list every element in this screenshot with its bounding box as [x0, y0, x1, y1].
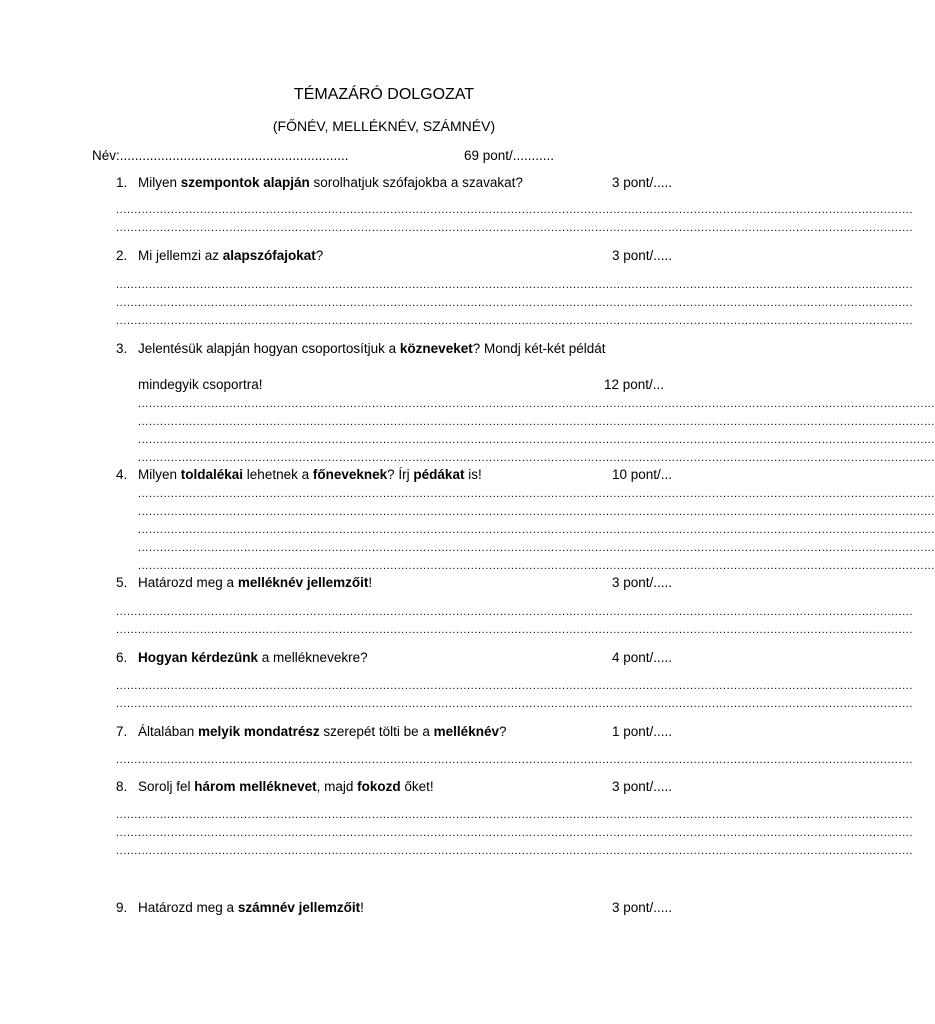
- answer-line: ..........................................................................................................................................................................................................................: [138, 506, 935, 518]
- answer-line: ..........................................................................................................................................................................................................................: [116, 809, 914, 821]
- answer-line: ..........................................................................................................................................................................................................................: [116, 698, 914, 710]
- question-number: 6.: [116, 650, 128, 665]
- document-title: TÉMAZÁRÓ DOLGOZAT: [293, 86, 475, 103]
- answer-line: ..........................................................................................................................................................................................................................: [116, 315, 914, 327]
- question-text: Határozd meg a számnév jellemzőit!: [138, 900, 364, 915]
- question-number: 3.: [116, 341, 128, 356]
- answer-line: ..........................................................................................................................................................................................................................: [138, 398, 935, 410]
- question-text: Milyen szempontok alapján sorolhatjuk szófajokba a szavakat?: [138, 175, 523, 190]
- question-number: 8.: [116, 779, 128, 794]
- question-3-text: Jelentésük alapján hogyan csoportosítjuk a közneveket? Mondj két-két példát: [138, 341, 606, 356]
- question-text: Hogyan kérdezünk a melléknevekre?: [138, 650, 368, 665]
- question-number: 2.: [116, 248, 128, 263]
- total-points: 69 pont/...........: [464, 148, 555, 163]
- question-number: 1.: [116, 175, 128, 190]
- document-subtitle: (FŐNÉV, MELLÉKNÉV, SZÁMNÉV): [272, 118, 496, 134]
- question-points: 10 pont/...: [611, 467, 672, 482]
- question-points: 12 pont/...: [604, 377, 665, 392]
- answer-line: ..........................................................................................................................................................................................................................: [116, 680, 914, 692]
- question-text: Mi jellemzi az alapszófajokat?: [138, 248, 324, 263]
- question-3-text-continued: mindegyik csoportra!: [138, 377, 263, 392]
- answer-line: ..........................................................................................................................................................................................................................: [116, 297, 914, 309]
- question-points: 3 pont/.....: [611, 248, 672, 263]
- question-points: 3 pont/.....: [611, 900, 672, 915]
- name-field-label: Név:.............................................................: [92, 148, 349, 163]
- answer-line: ..........................................................................................................................................................................................................................: [138, 416, 935, 428]
- answer-line: ..........................................................................................................................................................................................................................: [116, 827, 914, 839]
- question-text: Sorolj fel három melléknevet, majd fokozd őket!: [138, 779, 434, 794]
- question-points: 4 pont/.....: [611, 650, 672, 665]
- answer-line: ..........................................................................................................................................................................................................................: [116, 279, 914, 291]
- answer-line: ..........................................................................................................................................................................................................................: [116, 606, 914, 618]
- answer-line: ..........................................................................................................................................................................................................................: [138, 560, 935, 572]
- answer-line: ..........................................................................................................................................................................................................................: [116, 222, 914, 234]
- question-points: 3 pont/.....: [611, 779, 672, 794]
- answer-line: ..........................................................................................................................................................................................................................: [116, 204, 914, 216]
- question-number: 7.: [116, 724, 128, 739]
- answer-line: ..........................................................................................................................................................................................................................: [116, 754, 914, 766]
- question-text: Milyen toldalékai lehetnek a főneveknek? Írj pédákat is!: [138, 467, 482, 482]
- question-points: 3 pont/.....: [611, 175, 672, 190]
- answer-line: ..........................................................................................................................................................................................................................: [138, 542, 935, 554]
- question-number: 4.: [116, 467, 128, 482]
- answer-line: ..........................................................................................................................................................................................................................: [138, 524, 935, 536]
- question-number: 9.: [116, 900, 128, 915]
- answer-line: ..........................................................................................................................................................................................................................: [138, 488, 935, 500]
- answer-line: ..........................................................................................................................................................................................................................: [138, 434, 935, 446]
- question-number: 5.: [116, 575, 128, 590]
- question-points: 1 pont/.....: [611, 724, 672, 739]
- question-points: 3 pont/.....: [611, 575, 672, 590]
- answer-line: ..........................................................................................................................................................................................................................: [116, 845, 914, 857]
- answer-line: ..........................................................................................................................................................................................................................: [116, 624, 914, 636]
- question-text: Határozd meg a melléknév jellemzőit!: [138, 575, 373, 590]
- answer-line: ..........................................................................................................................................................................................................................: [138, 452, 935, 464]
- question-text: Általában melyik mondatrész szerepét tölti be a melléknév?: [138, 724, 507, 739]
